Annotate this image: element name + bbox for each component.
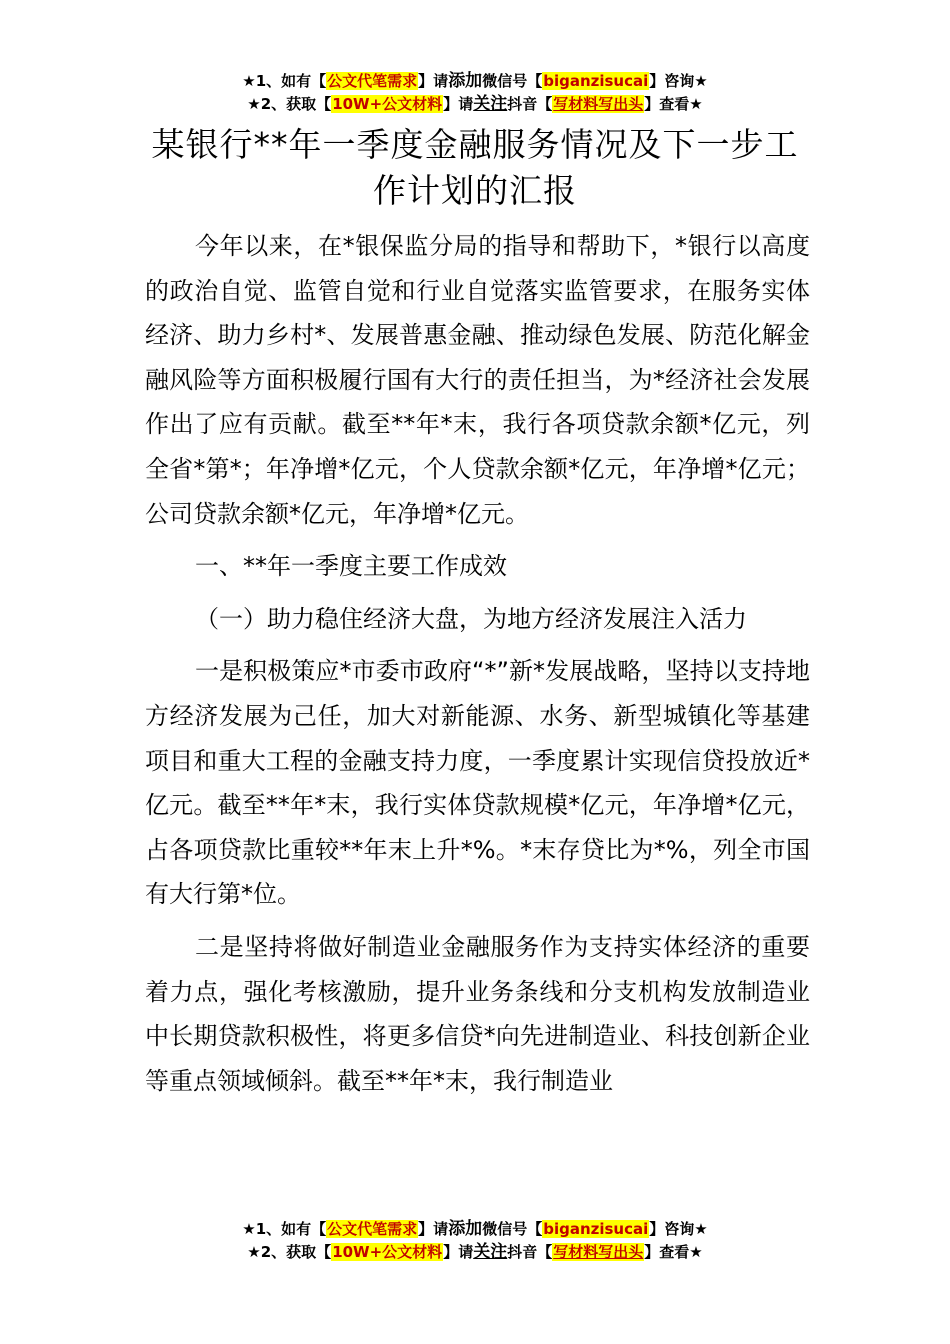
banner-text: 抖音【: [507, 1243, 553, 1261]
banner-text: ★2、获取【: [247, 1243, 332, 1261]
banner-line-1: [0, 70, 950, 93]
highlight-douyin-account: 写材料写出头: [553, 95, 644, 113]
banner-line-2: [0, 1241, 950, 1264]
document-title: [150, 122, 800, 214]
banner-emphasis: 添加: [448, 1219, 483, 1239]
banner-text: 】请: [443, 95, 474, 113]
section-heading: 一、**年一季度主要工作成效: [195, 552, 507, 581]
intro-paragraph: 今年以来，在*银保监分局的指导和帮助下，*银行以高度的政治自觉、监管自觉和行业自觉落实监管要求，在服务实体经济、助力乡村*、发展普惠金融、推动绿色发展、防范化解金融风险等方面积极履行国有大行的责任担当，为*经济社会发展作出了应有贡献。截至**年*末，我行各项贷款余额*亿元，列全省*第*；年净增*亿元，个人贷款余额*亿元，年净增*亿元；公司贷款余额*亿元，年净增*亿元。: [145, 232, 810, 528]
banner-emphasis: 关注: [473, 94, 508, 114]
banner-text: 】查看★: [644, 1243, 703, 1261]
banner-line-2: [0, 93, 950, 116]
banner-text: 】咨询★: [649, 72, 708, 90]
top-banner: [0, 70, 950, 116]
banner-text: 抖音【: [507, 95, 553, 113]
subsection-heading: （一）助力稳住经济大盘，为地方经济发展注入活力: [195, 604, 747, 633]
body-paragraph-2: 二是坚持将做好制造业金融服务作为支持实体经济的重要着力点，强化考核激励，提升业务条线和分支机构发放制造业中长期贷款积极性，将更多信贷*向先进制造业、科技创新企业等重点领域倾斜。截至**年*末，我行制造业: [145, 932, 810, 1095]
highlight-wechat-id: biganzisucai: [543, 72, 649, 90]
bottom-banner: [0, 1218, 950, 1264]
title-line-2: 作计划的汇报: [373, 171, 577, 210]
banner-text: 】查看★: [644, 95, 703, 113]
banner-text: 微信号【: [482, 1220, 543, 1238]
title-line-1: 某银行**年一季度金融服务情况及下一步工: [151, 125, 799, 164]
banner-text: 微信号【: [482, 72, 543, 90]
banner-text: ★2、获取【: [247, 95, 332, 113]
highlight-douyin-account: 写材料写出头: [553, 1243, 644, 1261]
banner-emphasis: 关注: [473, 1242, 508, 1262]
highlight-wechat-id: biganzisucai: [543, 1220, 649, 1238]
banner-text: 】咨询★: [649, 1220, 708, 1238]
banner-text: 】请: [418, 72, 449, 90]
highlight-service: 公文代笔需求: [327, 1220, 418, 1238]
banner-line-1: [0, 1218, 950, 1241]
body-paragraph-1: 一是积极策应*市委市政府“*”新*发展战略，坚持以支持地方经济发展为己任，加大对新能源、水务、新型城镇化等基建项目和重大工程的金融支持力度，一季度累计实现信贷投放近*亿元。截至**年*末，我行实体贷款规模*亿元，年净增*亿元，占各项贷款比重较**年末上升*%。*末存贷比为*%，列全市国有大行第*位。: [145, 657, 810, 909]
highlight-service: 公文代笔需求: [327, 72, 418, 90]
highlight-materials: 10W+公文材料: [332, 1243, 443, 1261]
document-body: [145, 224, 810, 1111]
banner-text: 】请: [443, 1243, 474, 1261]
banner-text: ★1、如有【: [242, 1220, 327, 1238]
banner-text: 】请: [418, 1220, 449, 1238]
banner-emphasis: 添加: [448, 71, 483, 91]
banner-text: ★1、如有【: [242, 72, 327, 90]
highlight-materials: 10W+公文材料: [332, 95, 443, 113]
